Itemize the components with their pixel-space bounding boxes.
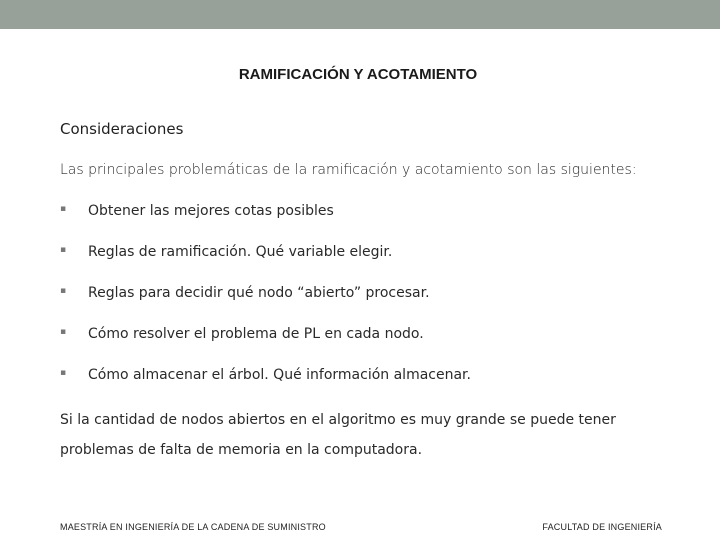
square-bullet-icon: ▪ — [60, 286, 67, 296]
list-item-text: Cómo resolver el problema de PL en cada nodo. — [88, 326, 424, 342]
square-bullet-icon: ▪ — [60, 204, 67, 214]
top-header-bar — [0, 0, 720, 29]
list-item-text: Obtener las mejores cotas posibles — [88, 203, 334, 219]
list-item-text: Cómo almacenar el árbol. Qué información almacenar. — [88, 367, 471, 383]
square-bullet-icon: ▪ — [60, 368, 67, 378]
list-item-text: Reglas para decidir qué nodo “abierto” procesar. — [88, 285, 430, 301]
section-subtitle: Consideraciones — [60, 120, 184, 138]
square-bullet-icon: ▪ — [60, 327, 67, 337]
slide-title: RAMIFICACIÓN Y ACOTAMIENTO — [238, 66, 478, 83]
intro-paragraph: Las principales problemáticas de la ramificación y acotamiento son las siguientes: — [60, 162, 637, 178]
square-bullet-icon: ▪ — [60, 245, 67, 255]
closing-paragraph: Si la cantidad de nodos abiertos en el algoritmo es muy grande se puede tener problemas de falta de memoria en la computadora. — [60, 412, 616, 458]
footer-program-name: MAESTRÍA EN INGENIERÍA DE LA CADENA DE SUMINISTRO — [60, 522, 326, 532]
list-item-text: Reglas de ramificación. Qué variable elegir. — [88, 244, 393, 260]
footer-faculty-name: FACULTAD DE INGENIERÍA — [542, 522, 662, 532]
